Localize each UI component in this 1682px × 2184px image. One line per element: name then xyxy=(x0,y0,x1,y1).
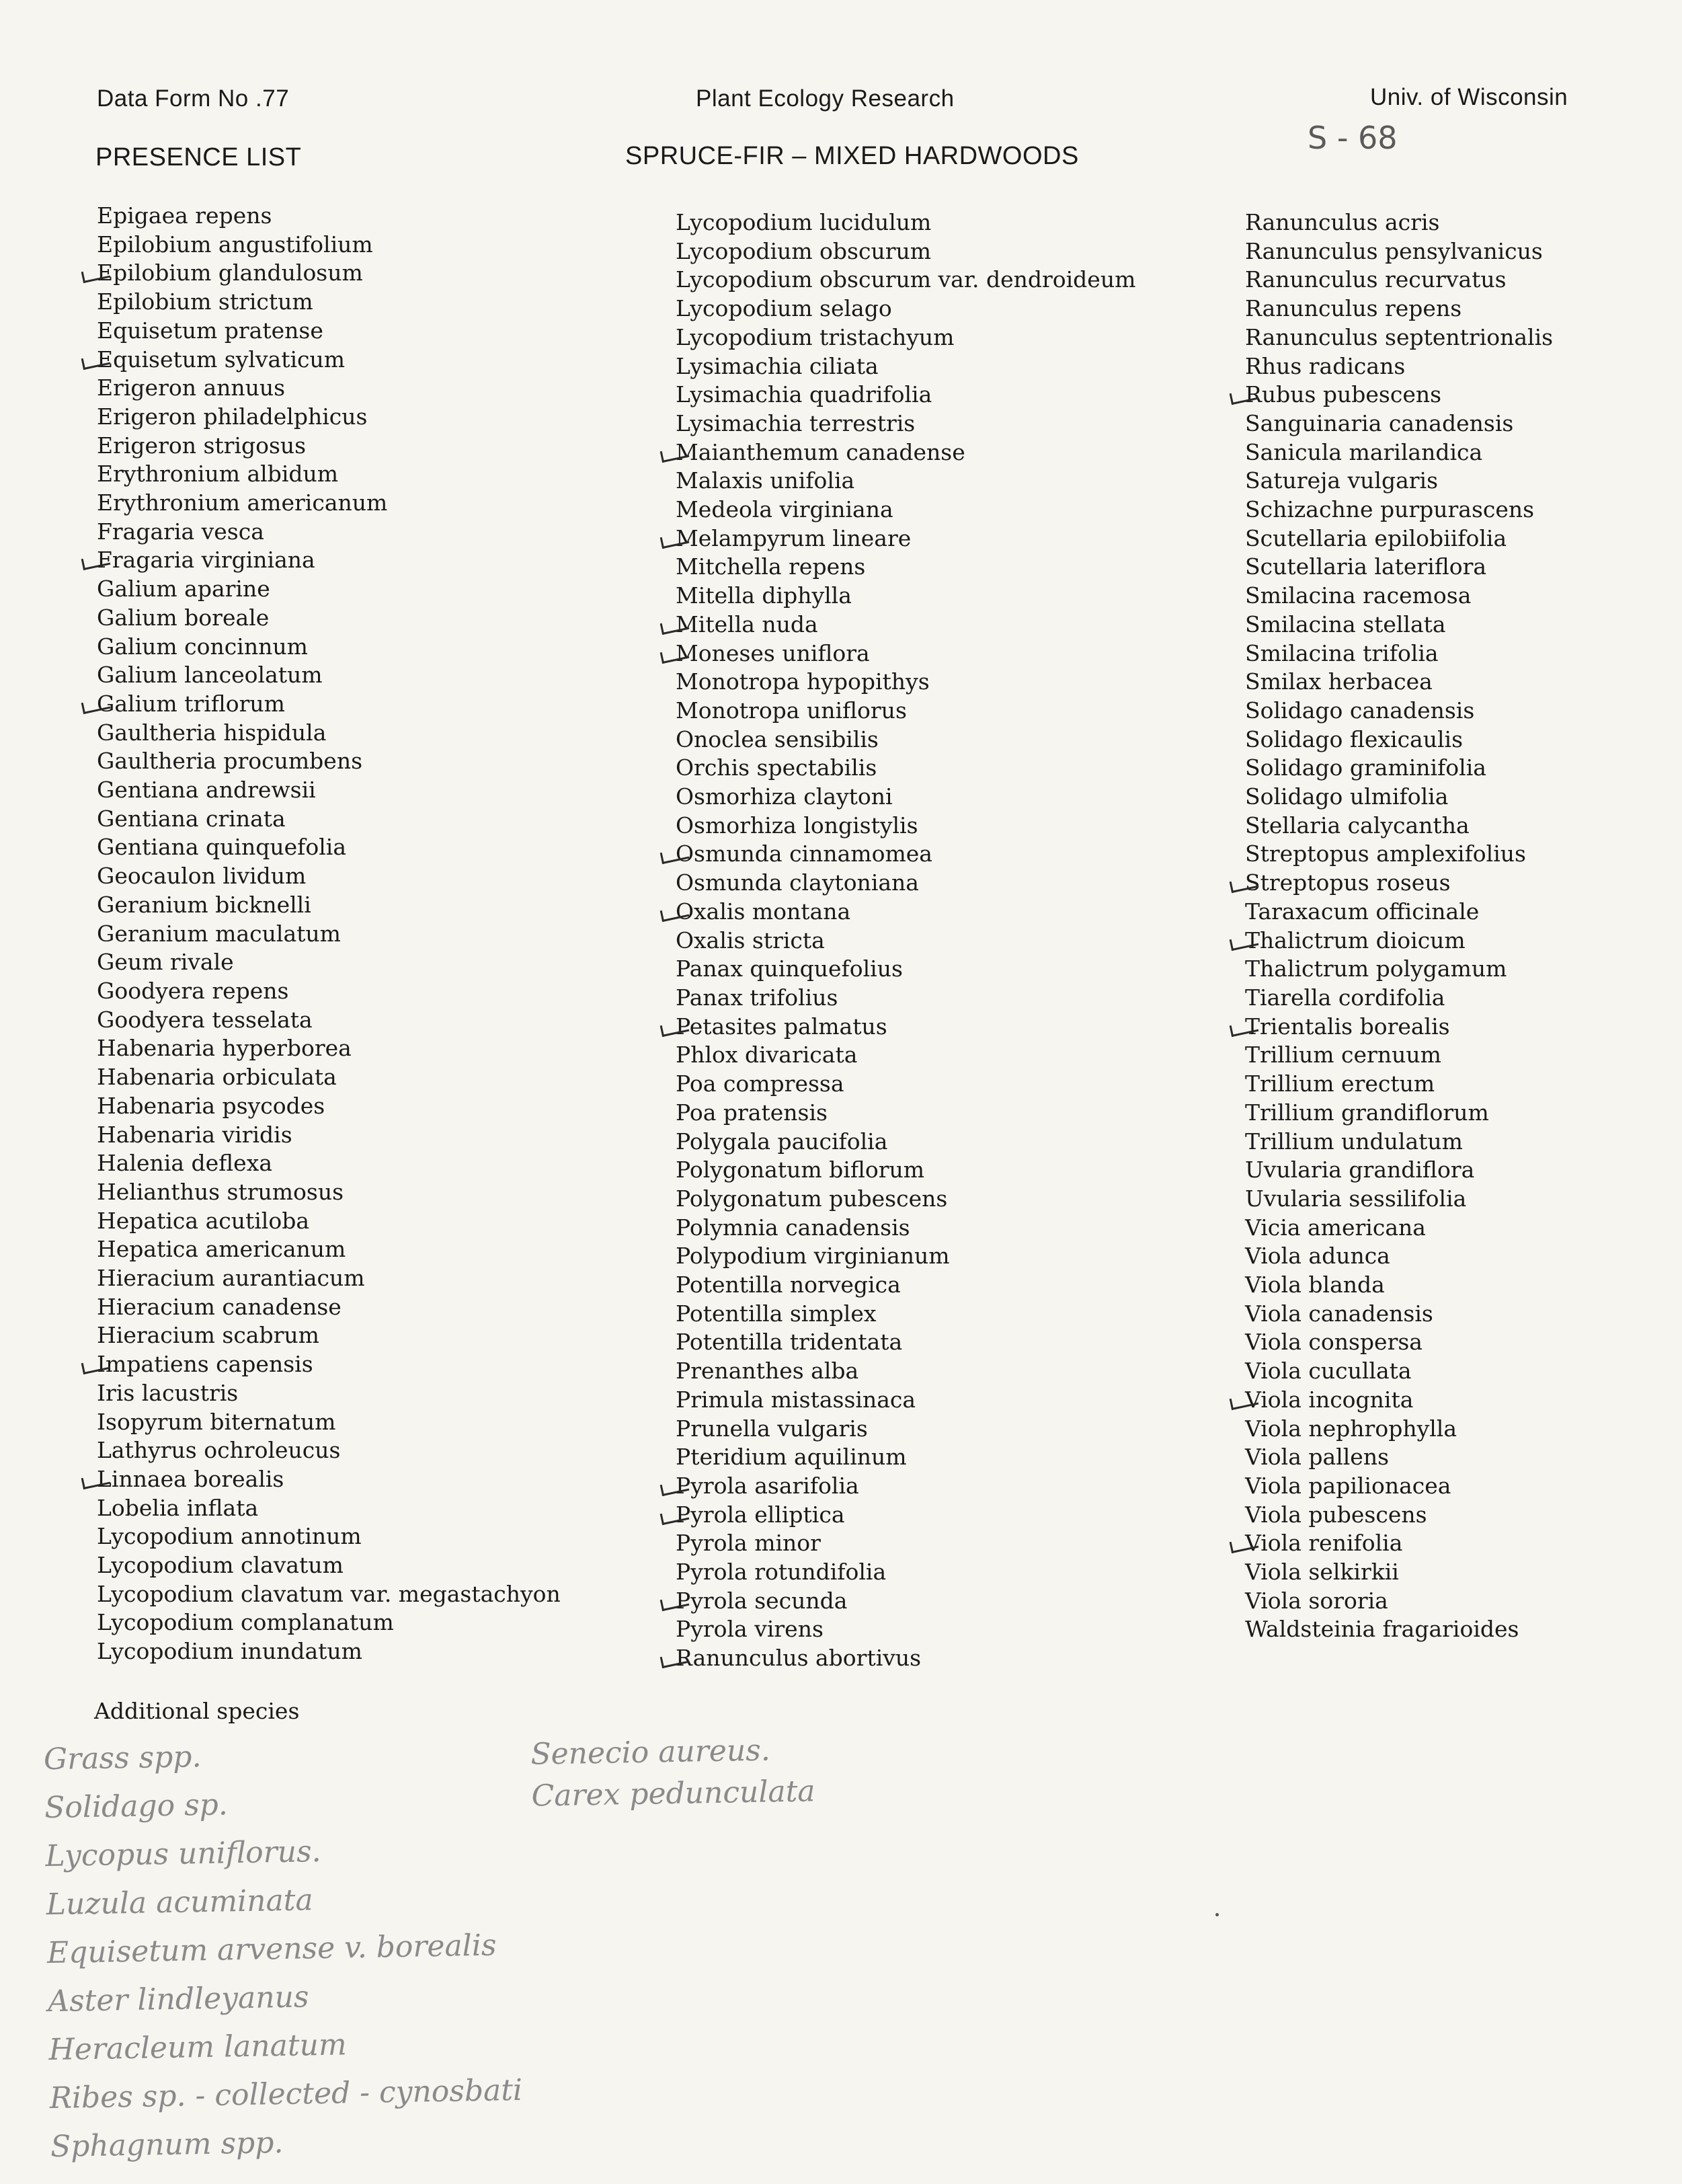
handwritten-species: Equisetum arvense v. borealis xyxy=(46,1928,497,1971)
species-item: Ranunculus septentrionalis xyxy=(1245,323,1554,350)
ink-speck xyxy=(1215,1913,1219,1916)
species-item: Potentilla norvegica xyxy=(676,1272,901,1298)
species-item: Viola pallens xyxy=(1245,1444,1390,1471)
species-item: Mitella nuda xyxy=(676,611,1135,639)
species-item: Halenia deflexa xyxy=(97,1150,272,1177)
species-item: Phlox divaricata xyxy=(676,1042,858,1068)
species-item: Lycopodium lucidulum xyxy=(676,209,932,235)
species-item: Solidago ulmifolia xyxy=(1245,783,1449,810)
species-item: Ranunculus acris xyxy=(1245,209,1440,235)
species-item: Isopyrum biternatum xyxy=(97,1408,336,1435)
species-item: Ranunculus recurvatus xyxy=(1245,266,1507,293)
handwritten-species: Solidago sp. xyxy=(44,1787,229,1826)
species-item: Maianthemum canadense xyxy=(676,438,1135,467)
species-item: Polygonatum pubescens xyxy=(676,1185,948,1212)
species-item: Iris lacustris xyxy=(97,1379,239,1406)
species-item: Lycopodium clavatum var. megastachyon xyxy=(97,1580,561,1607)
species-item: Pyrola minor xyxy=(676,1530,821,1557)
species-item: Primula mistassinaca xyxy=(676,1386,916,1413)
species-item: Viola cucullata xyxy=(1245,1358,1412,1384)
handwritten-species: Luzula acuminata xyxy=(46,1883,314,1922)
species-item: Sanguinaria canadensis xyxy=(1245,410,1514,436)
species-item: Lycopodium obscurum xyxy=(676,237,932,264)
handwritten-species: Grass spp. xyxy=(43,1740,202,1777)
species-item: Equisetum sylvaticum xyxy=(97,346,561,375)
species-item: Osmunda claytoniana xyxy=(676,869,919,896)
species-item: Galium aparine xyxy=(97,576,270,602)
species-item: Viola conspersa xyxy=(1245,1329,1423,1356)
species-item: Solidago flexicaulis xyxy=(1245,726,1464,752)
species-item: Pyrola asarifolia xyxy=(676,1472,1135,1501)
species-item: Scutellaria lateriflora xyxy=(1245,553,1487,580)
species-item: Sanicula marilandica xyxy=(1245,438,1483,465)
species-item: Thalictrum polygamum xyxy=(1245,956,1507,982)
species-item: Osmorhiza longistylis xyxy=(676,812,918,838)
handwritten-species: Lycopus uniflorus. xyxy=(45,1834,321,1874)
species-item: Mitella diphylla xyxy=(676,582,852,609)
species-item: Pyrola rotundifolia xyxy=(676,1559,887,1586)
species-item: Mitchella repens xyxy=(676,553,866,580)
handwritten-species-left xyxy=(43,1727,523,2171)
species-item: Erythronium americanum xyxy=(97,490,388,516)
species-item: Habenaria hyperborea xyxy=(97,1035,352,1062)
species-item: Lathyrus ochroleucus xyxy=(97,1437,341,1464)
species-item: Scutellaria epilobiifolia xyxy=(1245,524,1507,551)
species-item: Vicia americana xyxy=(1245,1214,1426,1241)
species-item: Potentilla tridentata xyxy=(676,1329,903,1356)
species-item: Smilacina trifolia xyxy=(1245,639,1439,666)
species-item: Onoclea sensibilis xyxy=(676,726,879,752)
species-item: Pyrola elliptica xyxy=(676,1501,1135,1530)
species-item: Lycopodium obscurum var. dendroideum xyxy=(676,266,1136,293)
species-item: Ranunculus repens xyxy=(1245,295,1462,322)
species-item: Linnaea borealis xyxy=(97,1465,561,1494)
species-item: Oxalis stricta xyxy=(676,927,825,953)
species-item: Lycopodium inundatum xyxy=(97,1638,362,1665)
species-item: Erigeron annuus xyxy=(97,375,286,401)
species-item: Streptopus roseus xyxy=(1245,869,1553,898)
species-item: Satureja vulgaris xyxy=(1245,467,1439,494)
species-item: Osmunda cinnamomea xyxy=(676,840,1135,869)
species-item: Goodyera repens xyxy=(97,977,289,1004)
species-item: Erigeron philadelphicus xyxy=(97,403,368,430)
species-item: Lysimachia quadrifolia xyxy=(676,381,932,408)
species-item: Melampyrum lineare xyxy=(676,524,1135,553)
species-item: Geocaulon lividum xyxy=(97,863,307,890)
species-item: Galium boreale xyxy=(97,604,270,631)
species-item: Polymnia canadensis xyxy=(676,1214,910,1241)
species-item: Panax quinquefolius xyxy=(676,956,903,982)
species-item: Solidago graminifolia xyxy=(1245,754,1486,781)
species-item: Polygonatum biflorum xyxy=(676,1157,925,1183)
species-item: Oxalis montana xyxy=(676,898,1135,927)
species-item: Smilacina racemosa xyxy=(1245,582,1472,609)
handwritten-species-middle xyxy=(530,1729,815,1817)
species-item: Lycopodium complanatum xyxy=(97,1609,394,1636)
species-item: Hieracium canadense xyxy=(97,1293,342,1320)
species-item: Prunella vulgaris xyxy=(676,1415,868,1442)
handwritten-species: Heracleum lanatum xyxy=(48,2027,348,2068)
species-item: Thalictrum dioicum xyxy=(1245,927,1553,956)
species-item: Gentiana andrewsii xyxy=(97,777,316,804)
handwritten-species: Aster lindleyanus xyxy=(47,1980,309,2019)
species-item: Rubus pubescens xyxy=(1245,381,1553,410)
species-item: Epilobium strictum xyxy=(97,288,313,315)
species-item: Erigeron strigosus xyxy=(97,432,307,459)
species-item: Malaxis unifolia xyxy=(676,467,855,494)
species-column-3 xyxy=(1245,208,1553,1644)
species-item: Lycopodium clavatum xyxy=(97,1552,344,1579)
species-column-2 xyxy=(676,208,1135,1673)
species-item: Lycopodium selago xyxy=(676,295,892,322)
species-item: Trillium erectum xyxy=(1245,1070,1435,1097)
species-item: Schizachne purpurascens xyxy=(1245,496,1535,523)
handwritten-species: Carex pedunculata xyxy=(531,1774,815,1814)
species-item: Polypodium virginianum xyxy=(676,1243,950,1270)
species-item: Petasites palmatus xyxy=(676,1013,1135,1042)
species-item: Geranium bicknelli xyxy=(97,891,311,918)
species-item: Uvularia grandiflora xyxy=(1245,1157,1475,1183)
species-item: Tiarella cordifolia xyxy=(1245,984,1445,1011)
species-item: Orchis spectabilis xyxy=(676,754,877,781)
species-item: Lysimachia terrestris xyxy=(676,410,916,436)
species-item: Gentiana quinquefolia xyxy=(97,834,347,861)
species-item: Smilax herbacea xyxy=(1245,668,1433,695)
species-item: Monotropa uniflorus xyxy=(676,697,907,724)
species-item: Gaultheria procumbens xyxy=(97,748,363,775)
university-name: Univ. of Wisconsin xyxy=(1370,84,1568,110)
species-item: Hieracium aurantiacum xyxy=(97,1265,365,1292)
species-item: Waldsteinia fragarioides xyxy=(1245,1616,1519,1643)
species-item: Hepatica americanum xyxy=(97,1236,346,1263)
species-item: Medeola virginiana xyxy=(676,496,893,523)
list-title: PRESENCE LIST xyxy=(95,143,302,171)
species-item: Habenaria orbiculata xyxy=(97,1064,337,1091)
species-item: Polygala paucifolia xyxy=(676,1128,888,1155)
form-number: Data Form No .77 xyxy=(97,85,290,112)
site-code-handwritten: S - 68 xyxy=(1308,120,1398,156)
species-item: Gaultheria hispidula xyxy=(97,719,327,746)
species-column-1 xyxy=(97,202,561,1666)
species-item: Pteridium aquilinum xyxy=(676,1444,907,1471)
species-item: Taraxacum officinale xyxy=(1245,898,1480,925)
species-item: Streptopus amplexifolius xyxy=(1245,841,1526,867)
species-item: Smilacina stellata xyxy=(1245,611,1446,637)
species-item: Ranunculus abortivus xyxy=(676,1644,1135,1673)
species-item: Epilobium glandulosum xyxy=(97,259,561,288)
species-item: Potentilla simplex xyxy=(676,1300,877,1327)
species-item: Pyrola secunda xyxy=(676,1587,1135,1616)
species-item: Geum rivale xyxy=(97,949,234,976)
additional-species-heading: Additional species xyxy=(94,1698,300,1724)
species-item: Viola canadensis xyxy=(1245,1300,1433,1327)
species-item: Poa compressa xyxy=(676,1070,844,1097)
species-item: Hepatica acutiloba xyxy=(97,1207,310,1234)
species-item: Trientalis borealis xyxy=(1245,1013,1553,1042)
species-item: Viola incognita xyxy=(1245,1386,1553,1415)
organization-name: Plant Ecology Research xyxy=(696,85,955,112)
species-item: Viola sororia xyxy=(1245,1587,1388,1614)
species-item: Trillium undulatum xyxy=(1245,1128,1463,1155)
species-item: Poa pratensis xyxy=(676,1099,828,1126)
species-item: Uvularia sessilifolia xyxy=(1245,1185,1467,1212)
community-title: SPRUCE-FIR – MIXED HARDWOODS xyxy=(625,142,1079,170)
species-item: Osmorhiza claytoni xyxy=(676,783,893,810)
species-item: Rhus radicans xyxy=(1245,352,1406,379)
species-item: Galium lanceolatum xyxy=(97,662,323,689)
species-item: Viola pubescens xyxy=(1245,1501,1427,1528)
species-item: Prenanthes alba xyxy=(676,1358,859,1384)
species-item: Viola adunca xyxy=(1245,1243,1390,1270)
species-item: Trillium grandiflorum xyxy=(1245,1099,1489,1126)
species-item: Moneses uniflora xyxy=(676,639,1135,668)
species-item: Hieracium scabrum xyxy=(97,1322,319,1349)
species-item: Viola renifolia xyxy=(1245,1529,1553,1558)
species-item: Monotropa hypopithys xyxy=(676,668,930,695)
species-item: Gentiana crinata xyxy=(97,805,286,832)
species-item: Habenaria psycodes xyxy=(97,1092,325,1119)
species-item: Viola papilionacea xyxy=(1245,1472,1451,1499)
species-item: Equisetum pratense xyxy=(97,317,323,344)
species-item: Galium concinnum xyxy=(97,633,308,660)
species-item: Viola nephrophylla xyxy=(1245,1415,1457,1442)
species-item: Impatiens capensis xyxy=(97,1350,561,1379)
species-item: Trillium cernuum xyxy=(1245,1042,1441,1068)
species-item: Erythronium albidum xyxy=(97,461,339,488)
species-item: Epilobium angustifolium xyxy=(97,231,373,258)
species-item: Stellaria calycantha xyxy=(1245,812,1470,838)
species-item: Lycopodium annotinum xyxy=(97,1523,362,1550)
species-item: Habenaria viridis xyxy=(97,1121,292,1148)
species-item: Lycopodium tristachyum xyxy=(676,323,955,350)
species-item: Fragaria vesca xyxy=(97,518,264,545)
species-item: Geranium maculatum xyxy=(97,920,341,947)
species-item: Helianthus strumosus xyxy=(97,1178,344,1205)
species-item: Ranunculus pensylvanicus xyxy=(1245,237,1543,264)
handwritten-species: Ribes sp. - collected - cynosbati xyxy=(49,2072,523,2116)
species-item: Pyrola virens xyxy=(676,1616,824,1643)
handwritten-species: Sphagnum spp. xyxy=(50,2126,284,2164)
species-item: Viola selkirkii xyxy=(1245,1559,1399,1586)
species-item: Viola blanda xyxy=(1245,1272,1385,1298)
species-item: Lysimachia ciliata xyxy=(676,352,879,379)
species-item: Panax trifolius xyxy=(676,984,838,1011)
species-item: Lobelia inflata xyxy=(97,1494,259,1521)
species-item: Epigaea repens xyxy=(97,202,272,229)
species-item: Galium triflorum xyxy=(97,690,561,719)
species-item: Solidago canadensis xyxy=(1245,697,1475,724)
species-item: Fragaria virginiana xyxy=(97,546,561,575)
handwritten-species: Senecio aureus. xyxy=(530,1733,771,1772)
species-item: Goodyera tesselata xyxy=(97,1006,313,1033)
